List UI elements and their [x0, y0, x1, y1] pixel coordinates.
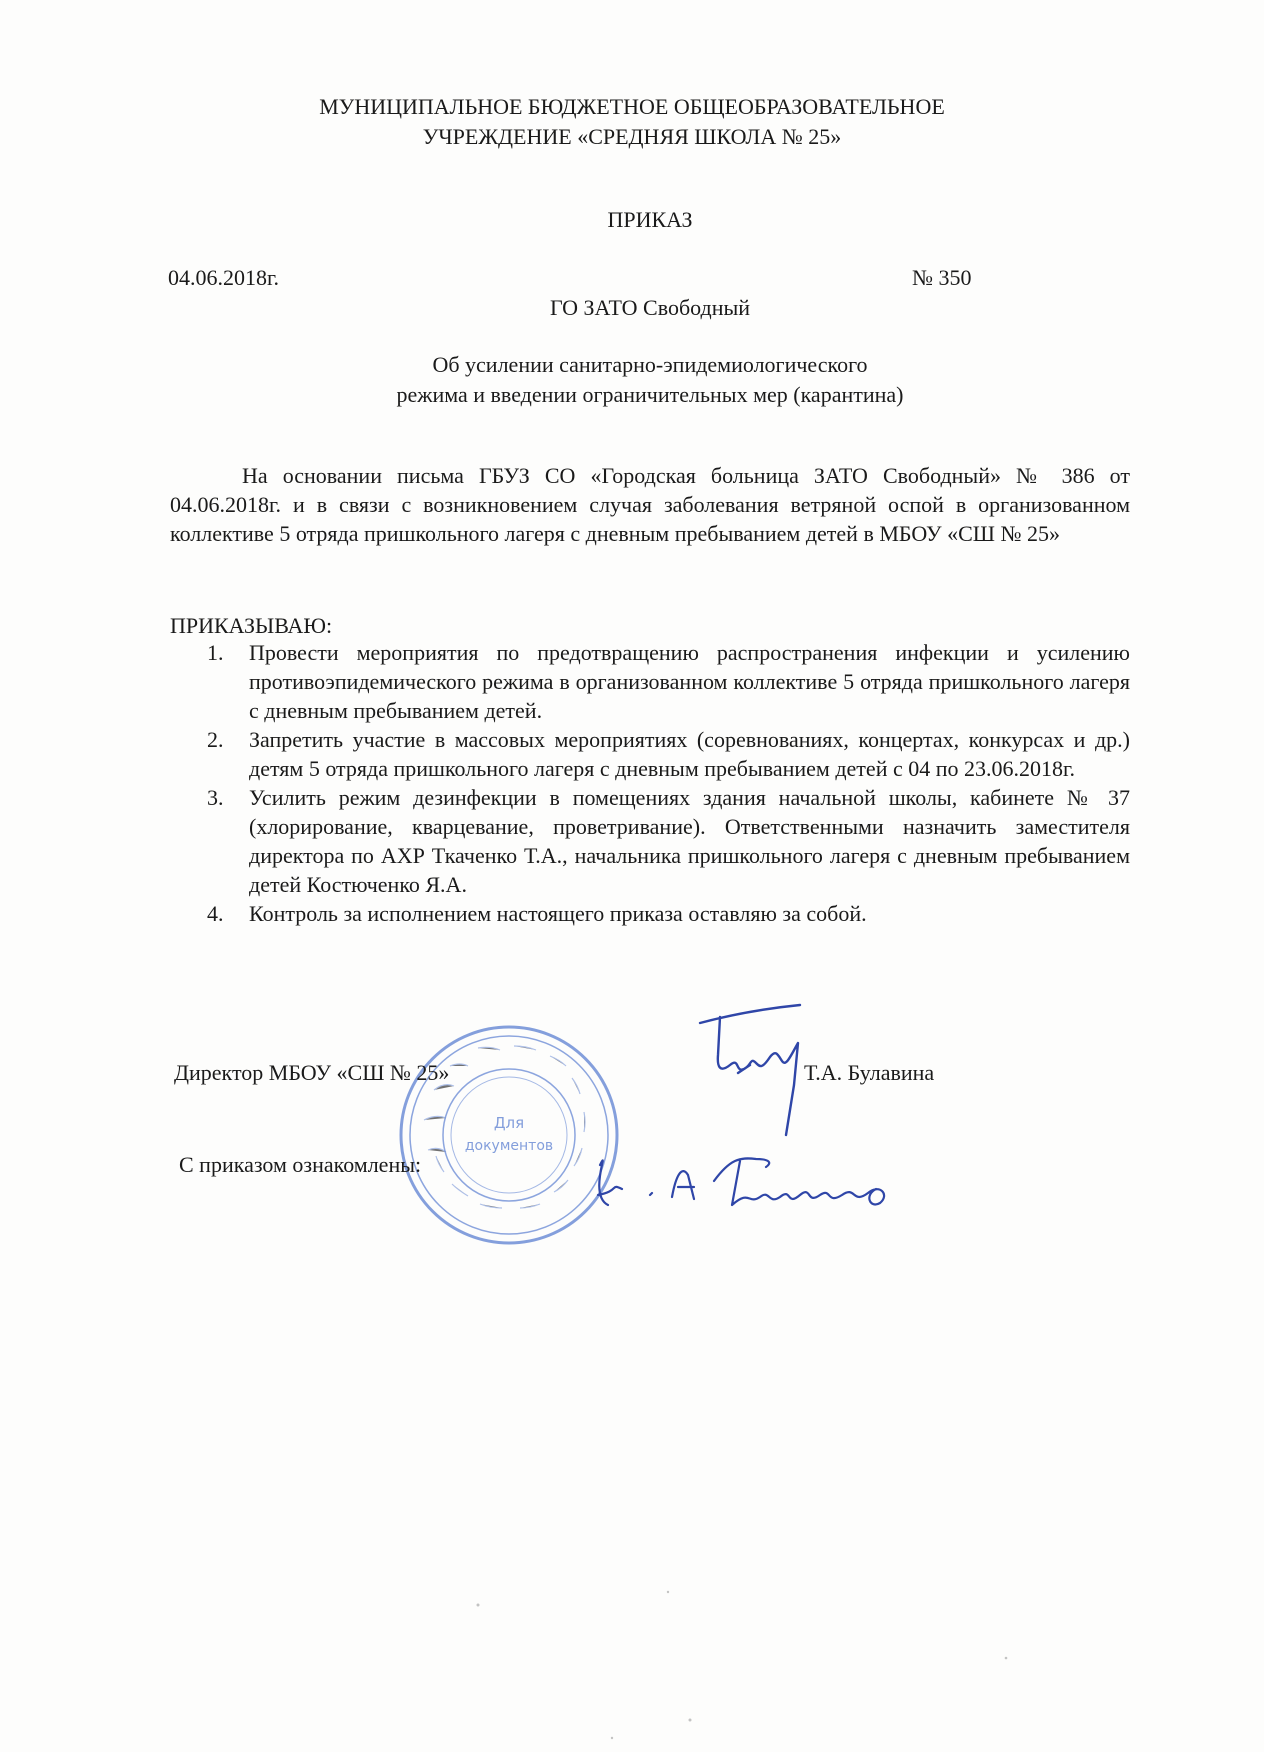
organization-line-2: УЧРЕЖДЕНИЕ «СРЕДНЯЯ ШКОЛА № 25» — [422, 124, 842, 149]
order-basis-paragraph: На основании письма ГБУЗ СО «Городская больница ЗАТО Свободный» № 386 от 04.06.2018г. и в связи с возникновением случая заболевания ветряной оспой в организованном коллективе 5 отряда пришкольного лагеря с дневным пребыванием детей в МБОУ «СШ № 25» — [170, 463, 1130, 546]
stamp-center-line-1: Для — [493, 1114, 525, 1132]
subject-line-1: Об усилении санитарно-эпидемиологического — [432, 352, 868, 377]
list-item-number: 3. — [207, 785, 224, 810]
order-date: 04.06.2018г. — [168, 265, 280, 290]
subject-line-2: режима и введении ограничительных мер (карантина) — [396, 382, 904, 407]
director-name: Т.А. Булавина — [804, 1060, 935, 1085]
document-title: ПРИКАЗ — [607, 207, 693, 232]
list-item-number: 2. — [207, 727, 224, 752]
list-item-text: Усилить режим дезинфекции в помещениях здания начальной школы, кабинете № 37 (хлорирование, кварцевание, проветривание). Ответственными назначить заместителя директора по АХР Ткаченко Т.А., начальника пришкольного лагеря с дневным пребыванием детей Костюченко Я.А. — [249, 785, 1130, 897]
order-number: № 350 — [912, 265, 972, 290]
organization-line-1: МУНИЦИПАЛЬНОЕ БЮДЖЕТНОЕ ОБЩЕОБРАЗОВАТЕЛЬНОЕ — [319, 94, 945, 119]
director-title: Директор МБОУ «СШ № 25» — [174, 1060, 450, 1085]
list-item-text: Провести мероприятия по предотвращению распространения инфекции и усилению противоэпидемического режима в организованном коллективе 5 отряда пришкольного лагеря с дневным пребыванием детей. — [249, 640, 1130, 723]
list-item-text: Запретить участие в массовых мероприятиях (соревнованиях, концертах, конкурсах и др.) детям 5 отряда пришкольного лагеря с дневным пребыванием детей с 04 по 23.06.2018г. — [249, 727, 1130, 781]
list-item-number: 1. — [207, 640, 224, 665]
list-item-number: 4. — [207, 901, 224, 926]
order-city: ГО ЗАТО Свободный — [549, 295, 751, 320]
list-item-text: Контроль за исполнением настоящего приказа оставляю за собой. — [249, 901, 867, 926]
acknowledgement-label: С приказом ознакомлены: — [179, 1152, 422, 1177]
order-word: ПРИКАЗЫВАЮ: — [170, 613, 333, 638]
stamp-center-line-2: документов — [464, 1138, 554, 1154]
